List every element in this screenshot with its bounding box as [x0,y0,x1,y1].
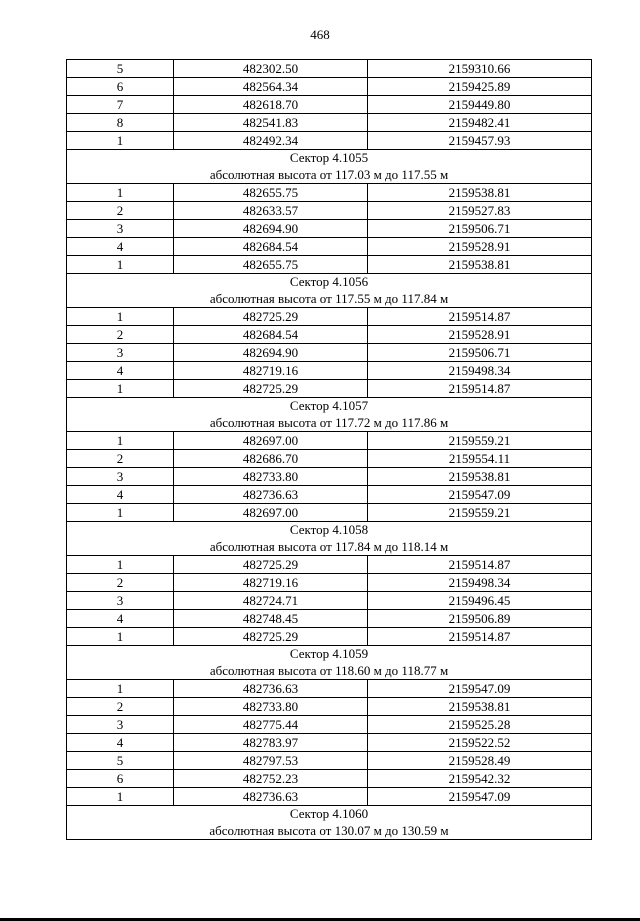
point-number-cell: 3 [67,344,174,362]
sector-header-row [67,398,592,415]
point-number-cell: 2 [67,574,174,592]
table-row [67,202,592,220]
x-coordinate-cell: 482725.29 [174,380,368,398]
table-row [67,256,592,274]
table-row [67,788,592,806]
sector-title: Сектор 4.1060 [67,806,592,823]
table-row [67,486,592,504]
table-row [67,680,592,698]
x-coordinate-cell: 482733.80 [174,698,368,716]
table-row [67,132,592,150]
y-coordinate-cell: 2159310.66 [368,60,592,78]
point-number-cell: 2 [67,202,174,220]
y-coordinate-cell: 2159457.93 [368,132,592,150]
y-coordinate-cell: 2159528.91 [368,326,592,344]
point-number-cell: 6 [67,78,174,96]
sector-altitude-row [67,290,592,308]
point-number-cell: 1 [67,680,174,698]
point-number-cell: 3 [67,716,174,734]
x-coordinate-cell: 482736.63 [174,680,368,698]
sector-altitude: абсолютная высота от 117.72 м до 117.86 м [67,414,592,432]
point-number-cell: 4 [67,486,174,504]
table-row [67,610,592,628]
x-coordinate-cell: 482752.23 [174,770,368,788]
x-coordinate-cell: 482694.90 [174,344,368,362]
point-number-cell: 3 [67,220,174,238]
y-coordinate-cell: 2159506.89 [368,610,592,628]
point-number-cell: 3 [67,592,174,610]
point-number-cell: 1 [67,556,174,574]
y-coordinate-cell: 2159554.11 [368,450,592,468]
sector-header-row [67,274,592,291]
point-number-cell: 1 [67,628,174,646]
y-coordinate-cell: 2159514.87 [368,308,592,326]
table-row [67,96,592,114]
point-number-cell: 1 [67,432,174,450]
table-row [67,238,592,256]
x-coordinate-cell: 482736.63 [174,486,368,504]
y-coordinate-cell: 2159498.34 [368,574,592,592]
table-row [67,698,592,716]
y-coordinate-cell: 2159538.81 [368,256,592,274]
x-coordinate-cell: 482633.57 [174,202,368,220]
sector-altitude: абсолютная высота от 117.84 м до 118.14 м [67,538,592,556]
y-coordinate-cell: 2159514.87 [368,380,592,398]
table-row [67,184,592,202]
sector-title: Сектор 4.1057 [67,398,592,415]
y-coordinate-cell: 2159506.71 [368,344,592,362]
point-number-cell: 2 [67,698,174,716]
y-coordinate-cell: 2159547.09 [368,680,592,698]
table-row [67,468,592,486]
y-coordinate-cell: 2159449.80 [368,96,592,114]
sector-header-row [67,646,592,663]
table-row [67,556,592,574]
x-coordinate-cell: 482725.29 [174,556,368,574]
point-number-cell: 4 [67,610,174,628]
point-number-cell: 1 [67,256,174,274]
x-coordinate-cell: 482618.70 [174,96,368,114]
x-coordinate-cell: 482694.90 [174,220,368,238]
table-row [67,308,592,326]
table-row [67,432,592,450]
table-row [67,716,592,734]
table-row [67,78,592,96]
sector-altitude-row [67,414,592,432]
y-coordinate-cell: 2159498.34 [368,362,592,380]
y-coordinate-cell: 2159527.83 [368,202,592,220]
y-coordinate-cell: 2159482.41 [368,114,592,132]
sector-header-row [67,806,592,823]
sector-altitude: абсолютная высота от 118.60 м до 118.77 м [67,662,592,680]
point-number-cell: 5 [67,752,174,770]
point-number-cell: 6 [67,770,174,788]
table-row [67,60,592,78]
y-coordinate-cell: 2159496.45 [368,592,592,610]
x-coordinate-cell: 482724.71 [174,592,368,610]
y-coordinate-cell: 2159559.21 [368,504,592,522]
x-coordinate-cell: 482492.34 [174,132,368,150]
y-coordinate-cell: 2159538.81 [368,184,592,202]
coordinates-table [66,59,592,840]
point-number-cell: 3 [67,468,174,486]
y-coordinate-cell: 2159514.87 [368,628,592,646]
point-number-cell: 8 [67,114,174,132]
table-row [67,504,592,522]
point-number-cell: 1 [67,380,174,398]
table-row [67,574,592,592]
y-coordinate-cell: 2159514.87 [368,556,592,574]
y-coordinate-cell: 2159506.71 [368,220,592,238]
table-row [67,450,592,468]
point-number-cell: 4 [67,734,174,752]
table-row [67,380,592,398]
point-number-cell: 4 [67,238,174,256]
sector-header-row [67,522,592,539]
sector-altitude: абсолютная высота от 117.55 м до 117.84 м [67,290,592,308]
x-coordinate-cell: 482684.54 [174,238,368,256]
point-number-cell: 1 [67,788,174,806]
point-number-cell: 1 [67,184,174,202]
x-coordinate-cell: 482541.83 [174,114,368,132]
y-coordinate-cell: 2159547.09 [368,486,592,504]
table-row [67,734,592,752]
table-row [67,114,592,132]
coordinates-table-body [67,60,592,840]
sector-altitude: абсолютная высота от 130.07 м до 130.59 м [67,822,592,840]
point-number-cell: 1 [67,308,174,326]
x-coordinate-cell: 482775.44 [174,716,368,734]
table-row [67,770,592,788]
point-number-cell: 2 [67,326,174,344]
table-row [67,326,592,344]
y-coordinate-cell: 2159425.89 [368,78,592,96]
table-row [67,362,592,380]
x-coordinate-cell: 482655.75 [174,184,368,202]
x-coordinate-cell: 482736.63 [174,788,368,806]
sector-header-row [67,150,592,167]
table-row [67,344,592,362]
x-coordinate-cell: 482725.29 [174,308,368,326]
x-coordinate-cell: 482302.50 [174,60,368,78]
x-coordinate-cell: 482697.00 [174,504,368,522]
sector-altitude-row [67,662,592,680]
y-coordinate-cell: 2159547.09 [368,788,592,806]
y-coordinate-cell: 2159542.32 [368,770,592,788]
y-coordinate-cell: 2159525.28 [368,716,592,734]
y-coordinate-cell: 2159522.52 [368,734,592,752]
y-coordinate-cell: 2159528.49 [368,752,592,770]
table-row [67,628,592,646]
sector-altitude-row [67,166,592,184]
x-coordinate-cell: 482655.75 [174,256,368,274]
x-coordinate-cell: 482686.70 [174,450,368,468]
x-coordinate-cell: 482719.16 [174,574,368,592]
x-coordinate-cell: 482725.29 [174,628,368,646]
point-number-cell: 1 [67,132,174,150]
sector-title: Сектор 4.1059 [67,646,592,663]
x-coordinate-cell: 482748.45 [174,610,368,628]
point-number-cell: 4 [67,362,174,380]
table-row [67,220,592,238]
point-number-cell: 2 [67,450,174,468]
sector-altitude-row [67,538,592,556]
x-coordinate-cell: 482733.80 [174,468,368,486]
x-coordinate-cell: 482719.16 [174,362,368,380]
y-coordinate-cell: 2159528.91 [368,238,592,256]
y-coordinate-cell: 2159538.81 [368,698,592,716]
sector-title: Сектор 4.1055 [67,150,592,167]
y-coordinate-cell: 2159559.21 [368,432,592,450]
x-coordinate-cell: 482797.53 [174,752,368,770]
table-row [67,752,592,770]
x-coordinate-cell: 482564.34 [174,78,368,96]
sector-altitude: абсолютная высота от 117.03 м до 117.55 м [67,166,592,184]
table-row [67,592,592,610]
point-number-cell: 7 [67,96,174,114]
x-coordinate-cell: 482783.97 [174,734,368,752]
sector-title: Сектор 4.1058 [67,522,592,539]
x-coordinate-cell: 482684.54 [174,326,368,344]
point-number-cell: 1 [67,504,174,522]
x-coordinate-cell: 482697.00 [174,432,368,450]
sector-altitude-row [67,822,592,840]
page-number: 468 [310,27,330,42]
sector-title: Сектор 4.1056 [67,274,592,291]
y-coordinate-cell: 2159538.81 [368,468,592,486]
point-number-cell: 5 [67,60,174,78]
